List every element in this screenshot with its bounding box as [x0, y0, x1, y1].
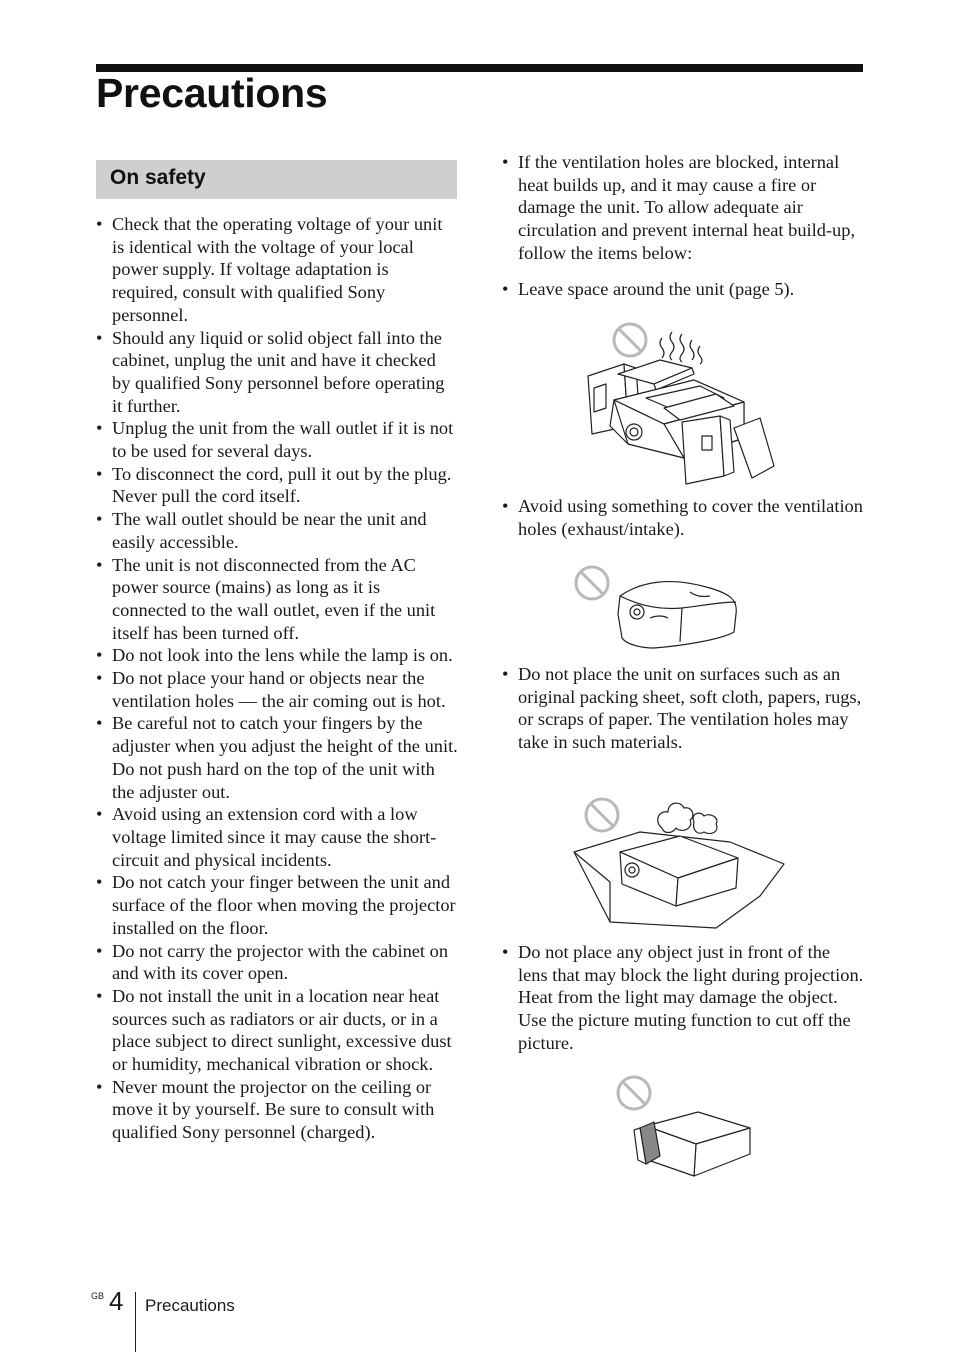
ventilation-intro: [502, 151, 864, 265]
list-item: • Leave space around the unit (page 5).: [502, 278, 864, 301]
page-number: 4: [109, 1286, 124, 1316]
prohibited-icon: [618, 1077, 650, 1109]
illustration-crowded-projector: [584, 318, 784, 488]
list-item: • The unit is not disconnected from the AC power source (mains) as long as it is connected to the wall outlet, even if the unit itself has been turned off.: [96, 554, 458, 645]
smoke-icon: [658, 803, 717, 834]
list-item: • The wall outlet should be near the unit and easily accessible.: [96, 508, 458, 553]
list-item: • Avoid using an extension cord with a low voltage limited since it may cause the short-circuit and physical incidents.: [96, 803, 458, 871]
ventilation-item-4: [502, 941, 864, 1055]
list-item: • Do not install the unit in a location near heat sources such as radiators or air ducts, or in a place subject to direct sunlight, excessive dust or humidity, mechanical vibration or shock.: [96, 985, 458, 1076]
illustration-blocked-lens: [610, 1070, 756, 1180]
prohibited-icon: [576, 567, 608, 599]
list-item: • Unplug the unit from the wall outlet if it is not to be used for several days.: [96, 417, 458, 462]
heat-waves-icon: [660, 332, 702, 364]
footer-divider: [135, 1292, 136, 1352]
list-item: • Do not place the unit on surfaces such as an original packing sheet, soft cloth, papers, rugs, or scraps of paper. The ventilation holes may take in such materials.: [502, 663, 864, 754]
illustration-projector-on-sheet: [570, 792, 790, 930]
section-header: [96, 160, 457, 199]
illustration-covered-projector: [570, 562, 740, 652]
list-item: • Do not place your hand or objects near the ventilation holes — the air coming out is hot.: [96, 667, 458, 712]
list-item: • Should any liquid or solid object fall into the cabinet, unplug the unit and have it checked by qualified Sony personnel before operating it further.: [96, 327, 458, 418]
list-item: • Do not look into the lens while the lamp is on.: [96, 644, 458, 667]
prohibited-icon: [614, 324, 646, 356]
prohibited-icon: [586, 799, 618, 831]
list-item: • Do not catch your finger between the unit and surface of the floor when moving the projector installed on the floor.: [96, 871, 458, 939]
list-item: • Do not place any object just in front of the lens that may block the light during projection. Heat from the light may damage the object. Use the picture muting function to cut off the picture.: [502, 941, 864, 1055]
safety-list-left: [96, 213, 458, 1144]
list-item: • Avoid using something to cover the ventilation holes (exhaust/intake).: [502, 495, 864, 540]
section-title: On safety: [110, 166, 206, 189]
list-item: • If the ventilation holes are blocked, internal heat builds up, and it may cause a fire or damage the unit. To allow adequate air circulation and prevent internal heat build-up, follow the items below:: [502, 151, 864, 265]
page-title: Precautions: [96, 70, 328, 116]
list-item: • Check that the operating voltage of your unit is identical with the voltage of your local power supply. If voltage adaptation is required, consult with qualified Sony personnel.: [96, 213, 458, 327]
ventilation-item-1: [502, 278, 864, 301]
list-item: • Do not carry the projector with the cabinet on and with its cover open.: [96, 940, 458, 985]
list-item: • Be careful not to catch your fingers by the adjuster when you adjust the height of the unit. Do not push hard on the top of the unit with the adjuster out.: [96, 712, 458, 803]
footer-region: GB: [91, 1291, 105, 1301]
list-item: • Never mount the projector on the ceiling or move it by yourself. Be sure to consult with qualified Sony personnel (charged).: [96, 1076, 458, 1144]
list-item: • To disconnect the cord, pull it out by the plug. Never pull the cord itself.: [96, 463, 458, 508]
ventilation-item-2: [502, 495, 864, 540]
ventilation-item-3: [502, 663, 864, 754]
footer-section: Precautions: [145, 1296, 235, 1315]
